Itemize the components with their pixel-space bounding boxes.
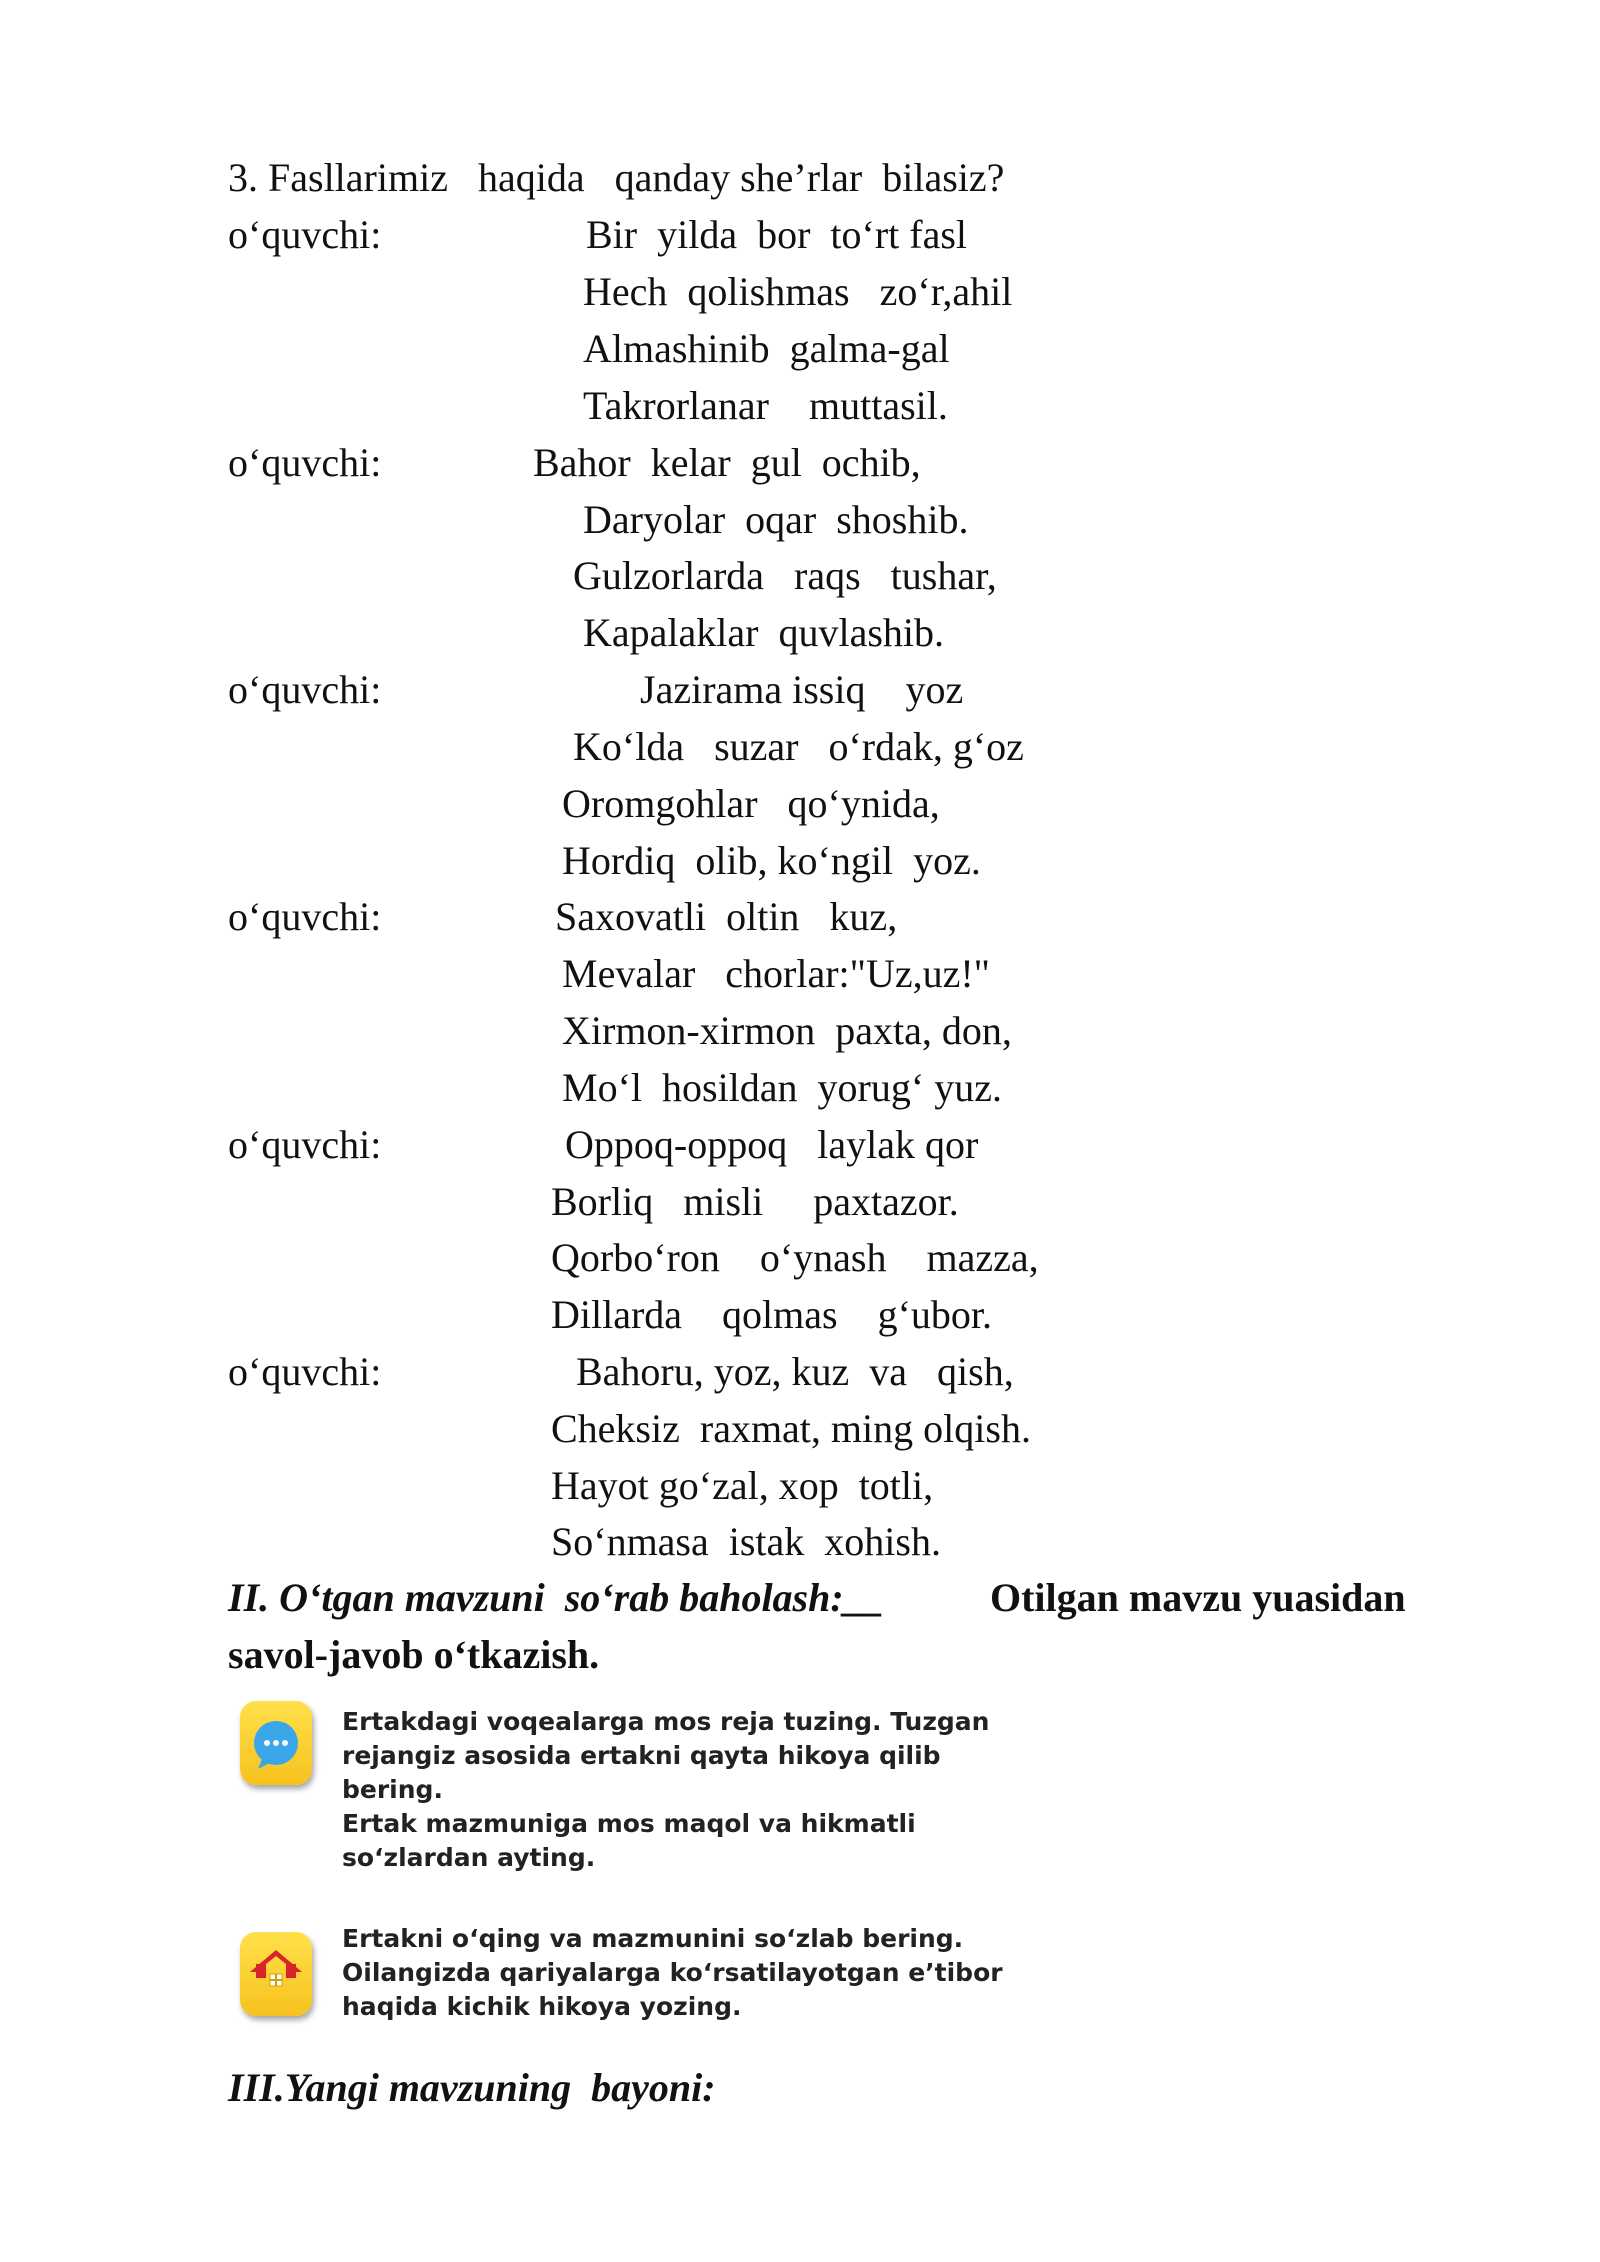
section-2-tail: Otilgan mavzu yuasidan	[990, 1575, 1406, 1620]
poem-line: Gulzorlarda raqs tushar,	[573, 553, 997, 598]
section-2-title: II. O‘tgan mavzuni so‘rab baholash:__	[228, 1575, 884, 1620]
poem-line: Takrorlanar muttasil.	[583, 383, 948, 428]
poem-line: Jazirama issiq yoz	[640, 667, 964, 712]
speaker-label: o‘quvchi:	[228, 1349, 382, 1394]
task-line: Ertakdagi voqealarga mos reja tuzing. Tuzgan	[342, 1707, 990, 1736]
poem-line: Cheksiz raxmat, ming olqish.	[551, 1406, 1031, 1451]
poem-line: Oppoq-oppoq laylak qor	[565, 1122, 979, 1167]
chat-bubble-icon	[240, 1701, 312, 1785]
poem-line: Xirmon-xirmon paxta, don,	[562, 1008, 1012, 1053]
poem-line: Almashinib galma-gal	[583, 326, 950, 371]
poem-line: Daryolar oqar shoshib.	[583, 497, 969, 542]
task-line: bering.	[342, 1775, 443, 1804]
poem-line: Saxovatli oltin kuz,	[555, 894, 898, 939]
poem-line: Dillarda qolmas g‘ubor.	[551, 1292, 993, 1337]
poem-line: Oromgohlar qo‘ynida,	[562, 781, 940, 826]
poem-line: Hordiq olib, ko‘ngil yoz.	[562, 838, 981, 883]
poem-line: Mo‘l hosildan yorug‘ yuz.	[562, 1065, 1002, 1110]
poem-line: Bir yilda bor to‘rt fasl	[586, 212, 968, 257]
poem-line: Hayot go‘zal, xop totli,	[551, 1463, 934, 1508]
speaker-label: o‘quvchi:	[228, 212, 382, 257]
question-line: 3. Fasllarimiz haqida qanday she’rlar bilasiz?	[228, 155, 1005, 200]
speaker-label: o‘quvchi:	[228, 667, 382, 712]
poem-line: Qorbo‘ron o‘ynash mazza,	[551, 1235, 1039, 1280]
poem-line: So‘nmasa istak xohish.	[551, 1519, 941, 1564]
poem-line: Bahor kelar gul ochib,	[533, 440, 921, 485]
speaker-label: o‘quvchi:	[228, 894, 382, 939]
task-line: haqida kichik hikoya yozing.	[342, 1992, 742, 2021]
section-3-title: III.Yangi mavzuning bayoni:	[228, 2065, 716, 2110]
task-line: rejangiz asosida ertakni qayta hikoya qilib	[342, 1741, 941, 1770]
poem-line: Ko‘lda suzar o‘rdak, g‘oz	[573, 724, 1024, 769]
speaker-label: o‘quvchi:	[228, 1122, 382, 1167]
task-line: so‘zlardan ayting.	[342, 1843, 596, 1872]
house-icon	[240, 1932, 312, 2016]
poem-line: Mevalar chorlar:"Uz,uz!"	[562, 951, 991, 996]
task-line: Oilangizda qariyalarga ko‘rsatilayotgan e’tibor	[342, 1958, 1003, 1987]
speaker-label: o‘quvchi:	[228, 440, 382, 485]
poem-line: Kapalaklar quvlashib.	[583, 610, 944, 655]
poem-line: Hech qolishmas zo‘r,ahil	[583, 269, 1013, 314]
poem-line: Bahoru, yoz, kuz va qish,	[576, 1349, 1014, 1394]
section-2-continuation: savol-javob o‘tkazish.	[228, 1632, 600, 1677]
task-line: Ertakni o‘qing va mazmunini so‘zlab bering.	[342, 1924, 964, 1953]
poem-line: Borliq misli paxtazor.	[551, 1179, 959, 1224]
task-line: Ertak mazmuniga mos maqol va hikmatli	[342, 1809, 916, 1838]
